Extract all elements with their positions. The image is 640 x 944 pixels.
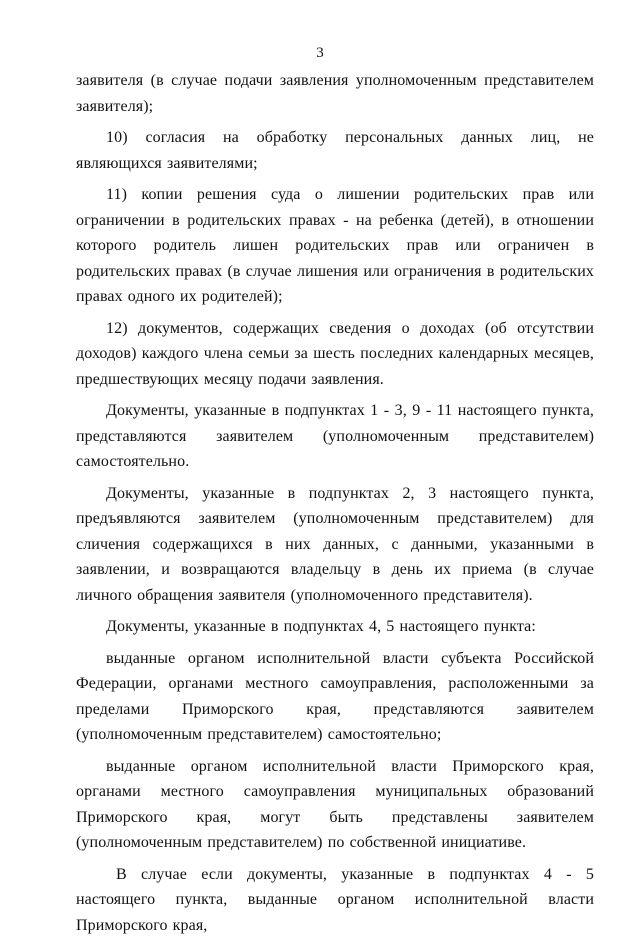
paragraph-documents-4-5: Документы, указанные в подпунктах 4, 5 настоящего пункта: <box>106 618 536 635</box>
paragraph-documents-1-3-9-11: Документы, указанные в подпунктах 1 - 3, 9 - 11 настоящего пункта, представляются заявителем (уполномоченным представителем) самостоятельно. <box>76 402 594 470</box>
paragraph-item-10: 10) согласия на обработку персональных данных лиц, не являющихся заявителями; <box>76 129 594 172</box>
paragraph-item-11: 11) копии решения суда о лишении родительских прав или ограничении в родительских правах - на ребенка (детей), в отношении которого родитель лишен родительских прав или ограничен в родительских правах (в случае лишения или ограничения в родительских правах одного их родителей); <box>76 186 594 305</box>
paragraph-continuation: заявителя (в случае подачи заявления уполномоченным представителем заявителя); <box>76 72 594 115</box>
paragraph-in-case: В случае если документы, указанные в подпунктах 4 - 5 настоящего пункта, выданные органом исполнительной власти Приморского края, <box>76 865 594 934</box>
paragraph-issued-primorsky: выданные органом исполнительной власти Приморского края, органами местного самоуправления муниципальных образований Приморского края, могут быть представлены заявителем (уполномоченным представителем) по собственной инициативе. <box>76 757 594 851</box>
document-body <box>76 68 594 944</box>
paragraph-item-12: 12) документов, содержащих сведения о доходах (об отсутствии доходов) каждого члена семьи за шесть последних календарных месяцев, предшествующих месяцу подачи заявления. <box>76 319 594 388</box>
paragraph-issued-outside-region: выданные органом исполнительной власти субъекта Российской Федерации, органами местного самоуправления, расположенными за пределами Приморского края, представляются заявителем (уполномоченным представителем) самостоятельно; <box>76 649 594 743</box>
page-number: 3 <box>316 45 324 61</box>
paragraph-documents-2-3: Документы, указанные в подпунктах 2, 3 настоящего пункта, предъявляются заявителем (уполномоченным представителем) для сличения содержащихся в них данных, с данными, указанными в заявлении, и возвращаются владельцу в день их приема (в случае личного обращения заявителя (уполномоченного представителя). <box>76 484 594 604</box>
